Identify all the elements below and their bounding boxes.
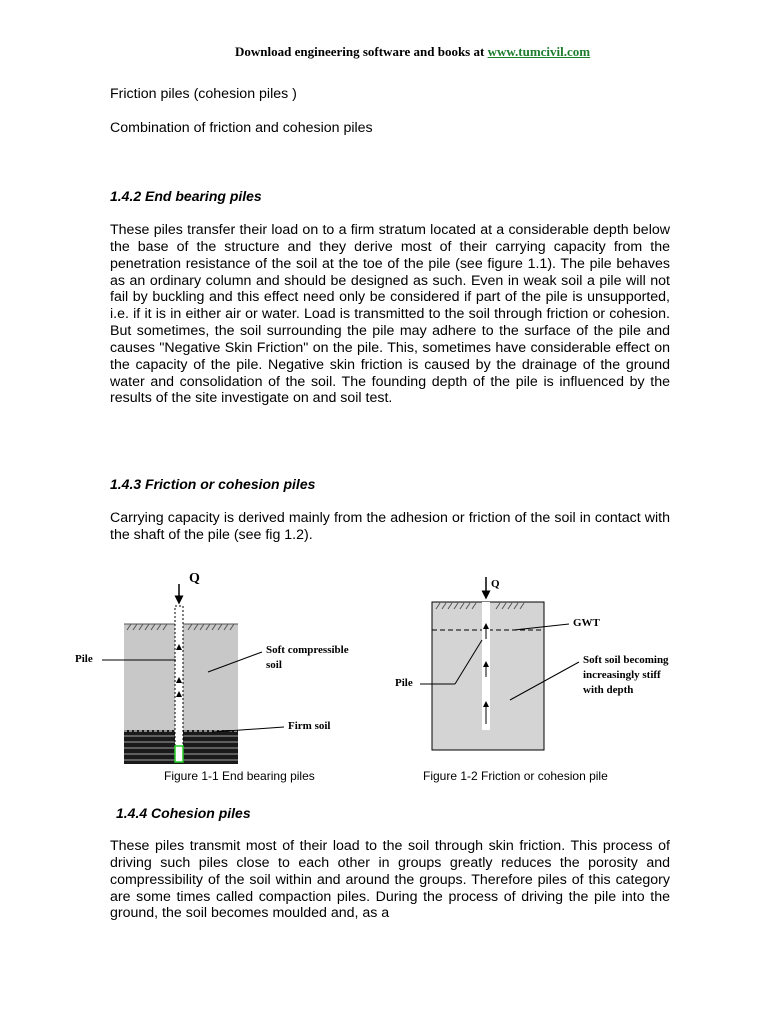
figure1-caption: Figure 1-1 End bearing piles [164, 769, 315, 783]
fig2-gwt-label: GWT [573, 617, 600, 629]
header-text: Download engineering software and books at [235, 44, 488, 59]
section-body-144: These piles transmit most of their load to the soil through skin friction. This process of driving such piles close to each other in groups greatly reduces the porosity and compressibility of the soil within and around the groups. Therefore piles of this category are some times called compaction piles. During the process of driving the pile into the ground, the soil becomes moulded and, as a [110, 838, 670, 922]
section-body-143: Carrying capacity is derived mainly from the adhesion or friction of the soil in contact with the shaft of the pile (see fig 1.2). [110, 510, 670, 543]
figure-friction-pile [395, 577, 669, 750]
fig1-soft-soil-label-1: Soft compressible [266, 644, 349, 656]
fig1-load-label: Q [189, 571, 200, 586]
fig2-load-label: Q [491, 578, 500, 590]
header-link[interactable]: www.tumcivil.com [487, 44, 591, 59]
section-heading-144: 1.4.4 Cohesion piles [116, 805, 251, 821]
fig1-pile-toe [175, 746, 183, 762]
fig2-soft-soil-label-3: with depth [583, 684, 634, 696]
intro-line-1: Friction piles (cohesion piles ) [110, 86, 297, 102]
fig1-soft-soil-label-2: soil [266, 659, 282, 671]
fig2-pile-label: Pile [395, 677, 413, 689]
section-heading-142: 1.4.2 End bearing piles [110, 188, 262, 204]
fig1-pile [175, 606, 183, 746]
figure-end-bearing-pile [75, 571, 349, 764]
intro-line-2: Combination of friction and cohesion piles [110, 120, 373, 136]
fig2-soft-soil-label-1: Soft soil becoming [583, 654, 669, 666]
fig1-pile-label: Pile [75, 653, 93, 665]
figure2-caption: Figure 1-2 Friction or cohesion pile [423, 769, 608, 783]
section-heading-143: 1.4.3 Friction or cohesion piles [110, 476, 316, 492]
fig1-firm-soil-label: Firm soil [288, 720, 331, 732]
fig2-soft-soil-label-2: increasingly stiff [583, 669, 661, 681]
section-body-142: These piles transfer their load on to a firm stratum located at a considerable depth below the base of the structure and they derive most of their carrying capacity from the penetration resistance of the soil at the toe of the pile (see figure 1.1). The pile behaves as an ordinary column and should be designed as such. Even in weak soil a pile will not fail by buckling and this effect need only be considered if part of the pile is unsupported, i.e. if it is in either air or water. Load is transmitted to the soil through friction or cohesion. But sometimes, the soil surrounding the pile may adhere to the surface of the pile and causes "Negative Skin Friction" on the pile. This, sometimes have considerable effect on the capacity of the pile. Negative skin friction is caused by the drainage of the ground water and consolidation of the soil. The founding depth of the pile is influenced by the results of the site investigate on and soil test. [110, 222, 670, 407]
